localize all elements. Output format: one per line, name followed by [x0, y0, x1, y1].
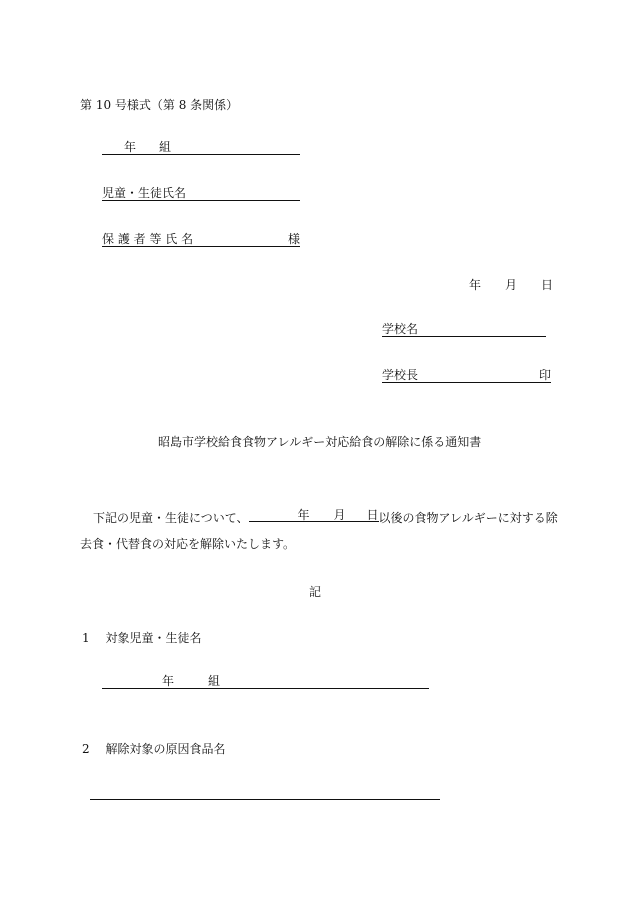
body-month: 月 — [333, 508, 346, 522]
ki-mark: 記 — [309, 585, 322, 599]
document-title: 昭島市学校給食食物アレルギー対応給食の解除に係る通知書 — [158, 435, 482, 449]
item-1-class: 組 — [208, 674, 221, 688]
item-2 — [82, 743, 225, 755]
body-day: 日 — [366, 508, 379, 522]
item-1-year: 年 — [162, 674, 175, 688]
date-month: 月 — [505, 278, 518, 292]
header-student-line — [102, 186, 300, 201]
body-line1-post: 以後の食物アレルギーに対する除 — [378, 511, 558, 525]
body-line-1 — [93, 509, 558, 524]
body-year: 年 — [297, 508, 310, 522]
date-day: 日 — [541, 278, 554, 292]
item-1-number: 1 — [82, 631, 90, 645]
principal-label: 学校長 — [382, 368, 419, 382]
header-year-label: 年 — [124, 140, 137, 154]
header-guardian-label: 保 護 者 等 氏 名 — [102, 232, 194, 246]
header-honorific: 様 — [287, 232, 300, 246]
school-name-label: 学校名 — [382, 322, 419, 336]
form-number: 第 10 号様式（第 8 条関係） — [80, 98, 239, 112]
header-student-label: 児童・生徒氏名 — [102, 186, 187, 200]
seal-mark: 印 — [538, 368, 551, 382]
item-2-label: 解除対象の原因食品名 — [105, 742, 226, 756]
body-line-2: 去食・代替食の対応を解除いたします。 — [80, 537, 296, 551]
item-2-line — [90, 799, 440, 800]
header-guardian-line — [102, 232, 300, 247]
date-year: 年 — [469, 278, 482, 292]
body-date-blank — [249, 509, 379, 522]
principal-line — [382, 368, 551, 383]
body-line1-pre: 下記の児童・生徒について、 — [93, 511, 249, 525]
item-1-label: 対象児童・生徒名 — [105, 631, 202, 645]
school-name-line — [382, 322, 546, 337]
header-class-label: 組 — [159, 140, 172, 154]
header-class-line — [102, 140, 300, 155]
item-1 — [82, 632, 201, 644]
item-1-line — [102, 674, 429, 689]
item-2-number: 2 — [82, 742, 90, 756]
